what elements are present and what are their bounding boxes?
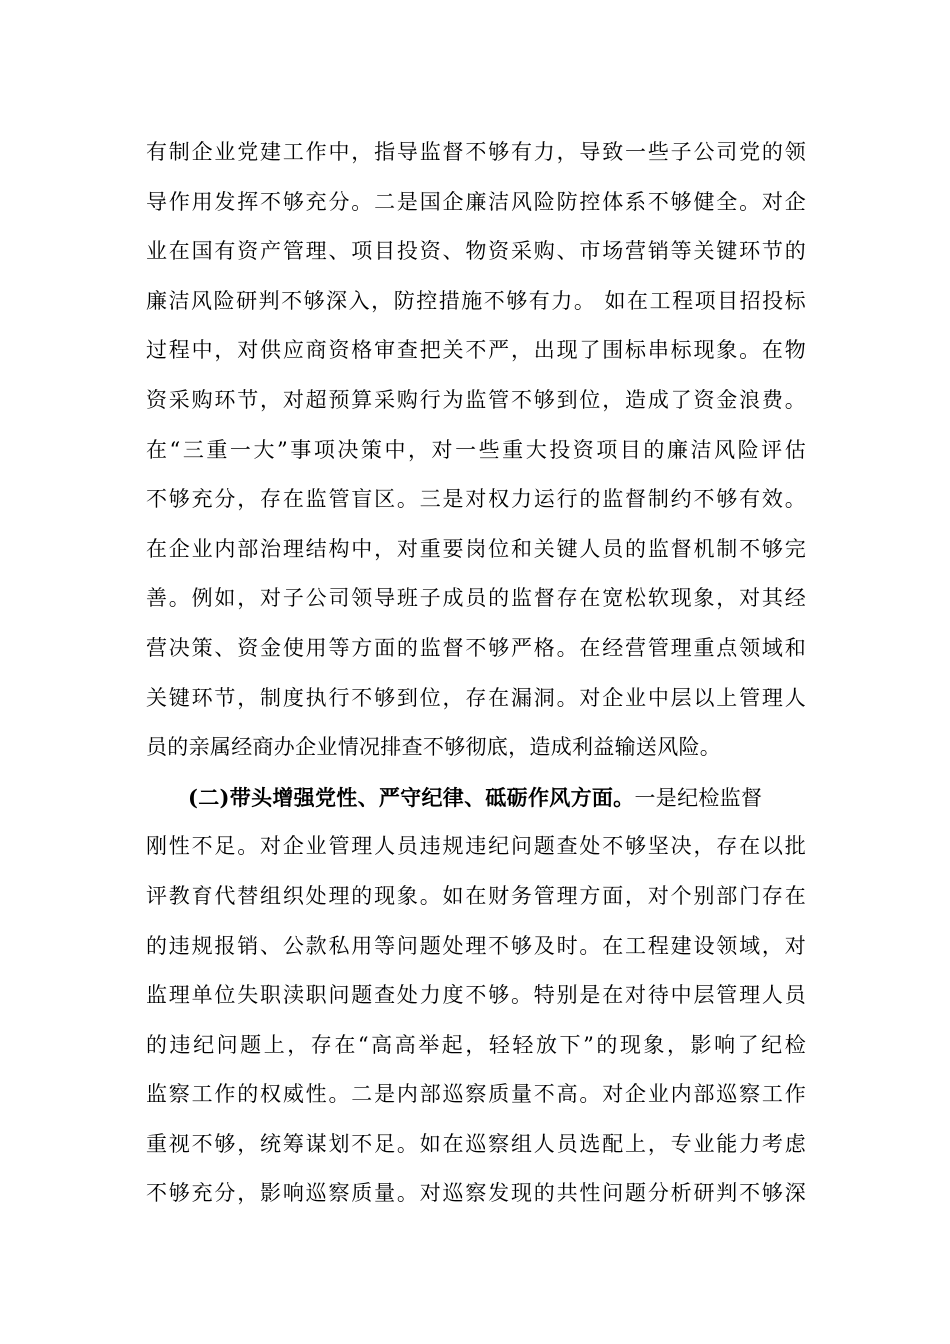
section-first-line [146, 773, 806, 823]
text-line: 在企业内部治理结构中，对重要岗位和关键人员的监督机制不够完 [146, 536, 806, 561]
text-line: 导作用发挥不够充分。二是国企廉洁风险防控体系不够健全。对企 [146, 189, 806, 214]
text-line: 评教育代替组织处理的现象。如在财务管理方面，对个别部门存在 [146, 883, 806, 908]
text-line-paragraph-end: 员的亲属经商办企业情况排查不够彻底，造成利益输送风险。 [146, 735, 722, 760]
document-body [146, 128, 806, 1219]
text-line: 有制企业党建工作中，指导监督不够有力，导致一些子公司党的领 [146, 140, 806, 164]
text-line: 不够充分，存在监管盲区。三是对权力运行的监督制约不够有效。 [146, 487, 806, 512]
text-line: 营决策、资金使用等方面的监督不够严格。在经营管理重点领域和 [146, 635, 806, 660]
text-line: 监理单位失职渎职问题查处力度不够。特别是在对待中层管理人员 [146, 983, 806, 1008]
text-line: 善。例如，对子公司领导班子成员的监督存在宽松软现象，对其经 [146, 586, 806, 611]
text-line: 的违规报销、公款私用等问题处理不够及时。在工程建设领域，对 [146, 933, 806, 958]
text-line: 在“三重一大”事项决策中，对一些重大投资项目的廉洁风险评估 [146, 437, 806, 462]
text-line: 资采购环节，对超预算采购行为监管不够到位，造成了资金浪费。 [146, 387, 806, 412]
text-line: 不够充分，影响巡察质量。对巡察发现的共性问题分析研判不够深 [146, 1181, 806, 1206]
text-line: 的违纪问题上，存在“高高举起，轻轻放下”的现象，影响了纪检 [146, 1032, 806, 1057]
text-line: 关键环节，制度执行不够到位，存在漏洞。对企业中层以上管理人 [146, 685, 806, 710]
section-heading: (二)带头增强党性、严守纪律、砥砺作风方面。 [188, 784, 635, 810]
text-line: 重视不够，统筹谋划不足。如在巡察组人员选配上，专业能力考虑 [146, 1131, 806, 1156]
text-line: 过程中，对供应商资格审查把关不严，出现了围标串标现象。在物 [146, 338, 806, 363]
text-line: 监察工作的权威性。二是内部巡察质量不高。对企业内部巡察工作 [146, 1082, 806, 1107]
section-first-line-rest: 一是纪检监督 [634, 785, 763, 810]
text-line: 刚性不足。对企业管理人员违规违纪问题查处不够坚决，存在以批 [146, 834, 806, 859]
text-line: 业在国有资产管理、项目投资、物资采购、市场营销等关键环节的 [146, 239, 806, 264]
text-line: 廉洁风险研判不够深入，防控措施不够有力。 如在工程项目招投标 [146, 288, 806, 313]
